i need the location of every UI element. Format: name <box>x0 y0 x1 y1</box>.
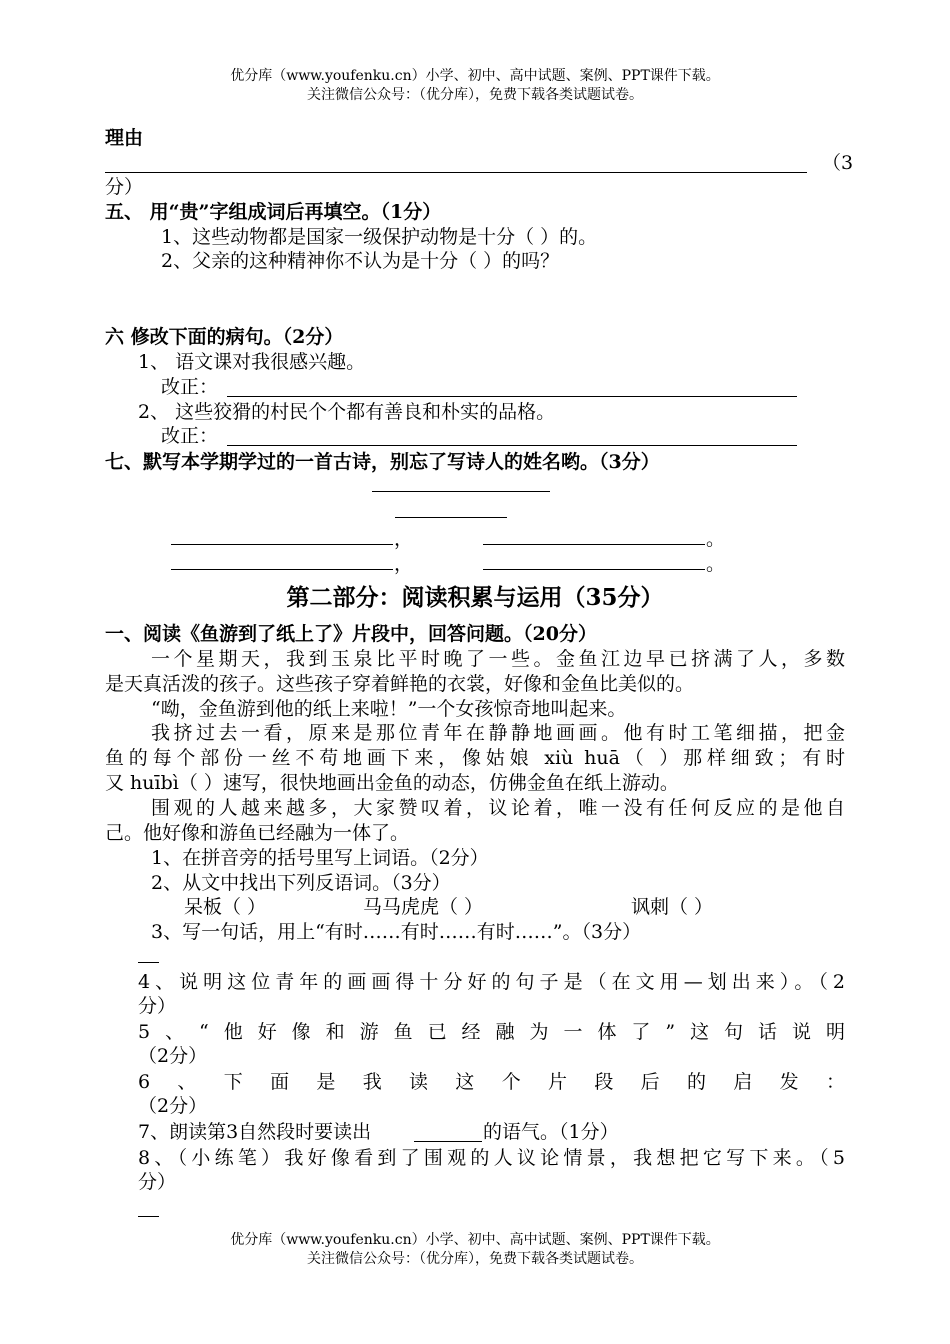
question-4-line-1: 4、说明这位青年的画画得十分好的句子是（在文用—划出来）。（2 <box>138 971 845 993</box>
reading-p4-line-2: 己。他好像和游鱼已经融为一体了。 <box>105 822 410 844</box>
q5-item-2: 2、父亲的这种精神你不认为是十分（ ）的吗？ <box>161 250 560 272</box>
question-3: 3、写一句话，用上“有时……有时……有时……”。（3分） <box>151 921 642 943</box>
q6-title: 六 修改下面的病句。（2分） <box>105 326 344 348</box>
reading-p4-line-1: 围观的人越来越多，大家赞叹着，议论着，唯一没有任何反应的是他自 <box>151 797 845 819</box>
reason-score-b: 分） <box>105 176 144 198</box>
q6-fix-line-1[interactable] <box>227 396 797 397</box>
reason-score-a: （3 <box>822 152 854 174</box>
question-2: 2、从文中找出下列反语词。（3分） <box>151 872 451 894</box>
poem-author-line[interactable] <box>395 517 507 518</box>
question-2-word-2: 马马虎虎（ ） <box>363 896 484 918</box>
q5-title: 五、 用“贵”字组成词后再填空。（1分） <box>105 201 442 223</box>
poem-line-2[interactable] <box>483 544 705 545</box>
poem-period-1: 。 <box>706 528 726 550</box>
poem-line-4[interactable] <box>483 569 705 570</box>
header-line-2: 关注微信公众号：（优分库），免费下载各类试题试卷。 <box>307 87 643 103</box>
question-2-word-1: 呆板（ ） <box>184 896 267 918</box>
question-7-blank[interactable] <box>414 1141 482 1142</box>
poem-comma-1: ， <box>394 528 414 550</box>
question-7-part-b: 的语气。（1分） <box>483 1121 619 1143</box>
footer-line-2: 关注微信公众号：（优分库），免费下载各类试题试卷。 <box>307 1251 643 1267</box>
reading-p1-line-1: 一个星期天，我到玉泉比平时晚了一些。金鱼江边早已挤满了人，多数 <box>151 648 845 670</box>
poem-period-2: 。 <box>706 553 726 575</box>
q5-item-1: 1、这些动物都是国家一级保护动物是十分（ ）的。 <box>161 226 598 248</box>
reading-p3-line-3: 又 huībì（ ）速写，很快地画出金鱼的动态，仿佛金鱼在纸上游动。 <box>105 772 679 794</box>
q6-fix-line-2[interactable] <box>227 445 797 446</box>
question-3-answer-line[interactable] <box>138 962 159 963</box>
question-6-line-1: 6、下面是我读这个片段后的启发： <box>138 1071 845 1093</box>
reading-p1-line-2: 是天真活泼的孩子。这些孩子穿着鲜艳的衣裳，好像和金鱼比美似的。 <box>105 673 695 695</box>
question-8-line-2: 分） <box>138 1171 177 1193</box>
q6-item-2: 2、 这些狡猾的村民个个都有善良和朴实的品格。 <box>138 401 556 423</box>
reason-answer-line[interactable] <box>105 172 807 173</box>
q7-title: 七、默写本学期学过的一首古诗，别忘了写诗人的姓名哟。（3分） <box>105 451 660 473</box>
poem-line-1[interactable] <box>171 544 393 545</box>
q6-item-1: 1、 语文课对我很感兴趣。 <box>138 351 366 373</box>
question-7-part-a: 7、朗读第3自然段时要读出 <box>138 1121 372 1143</box>
part2-title: 第二部分：阅读积累与运用（35分） <box>286 584 664 611</box>
q6-fix-label-2: 改正： <box>161 425 219 447</box>
question-1: 1、在拼音旁的括号里写上词语。（2分） <box>151 847 489 869</box>
header-line-1: 优分库（www.youfenku.cn）小学、初中、高中试题、案例、PPT课件下载。 <box>230 68 720 84</box>
question-4-line-2: 分） <box>138 995 177 1017</box>
q6-fix-label-1: 改正： <box>161 376 219 398</box>
question-2-word-3: 讽刺（ ） <box>631 896 714 918</box>
question-8-line-1: 8、（小练笔）我好像看到了围观的人议论情景，我想把它写下来。（5 <box>138 1147 845 1169</box>
reading-p2: “呦，金鱼游到他的纸上来啦！”一个女孩惊奇地叫起来。 <box>151 698 627 720</box>
poem-comma-2: ， <box>394 553 414 575</box>
poem-title-line[interactable] <box>372 491 550 492</box>
reading-p3-line-2: 鱼的每个部份一丝不苟地画下来，像姑娘 xiù huā（ ）那样细致；有时 <box>105 747 845 769</box>
footer-line-1: 优分库（www.youfenku.cn）小学、初中、高中试题、案例、PPT课件下载。 <box>230 1232 720 1248</box>
reading-title: 一、阅读《鱼游到了纸上了》片段中，回答问题。（20分） <box>105 623 597 645</box>
question-6-line-2: （2分） <box>138 1095 208 1117</box>
question-5-line-1: 5、“他好像和游鱼已经融为一体了”这句话说明 <box>138 1021 845 1043</box>
question-8-answer-line[interactable] <box>138 1216 159 1217</box>
poem-line-3[interactable] <box>171 569 393 570</box>
reading-p3-line-1: 我挤过去一看，原来是那位青年在静静地画画。他有时工笔细描，把金 <box>151 722 845 744</box>
question-5-line-2: （2分） <box>138 1045 208 1067</box>
reason-label: 理由 <box>105 127 144 149</box>
